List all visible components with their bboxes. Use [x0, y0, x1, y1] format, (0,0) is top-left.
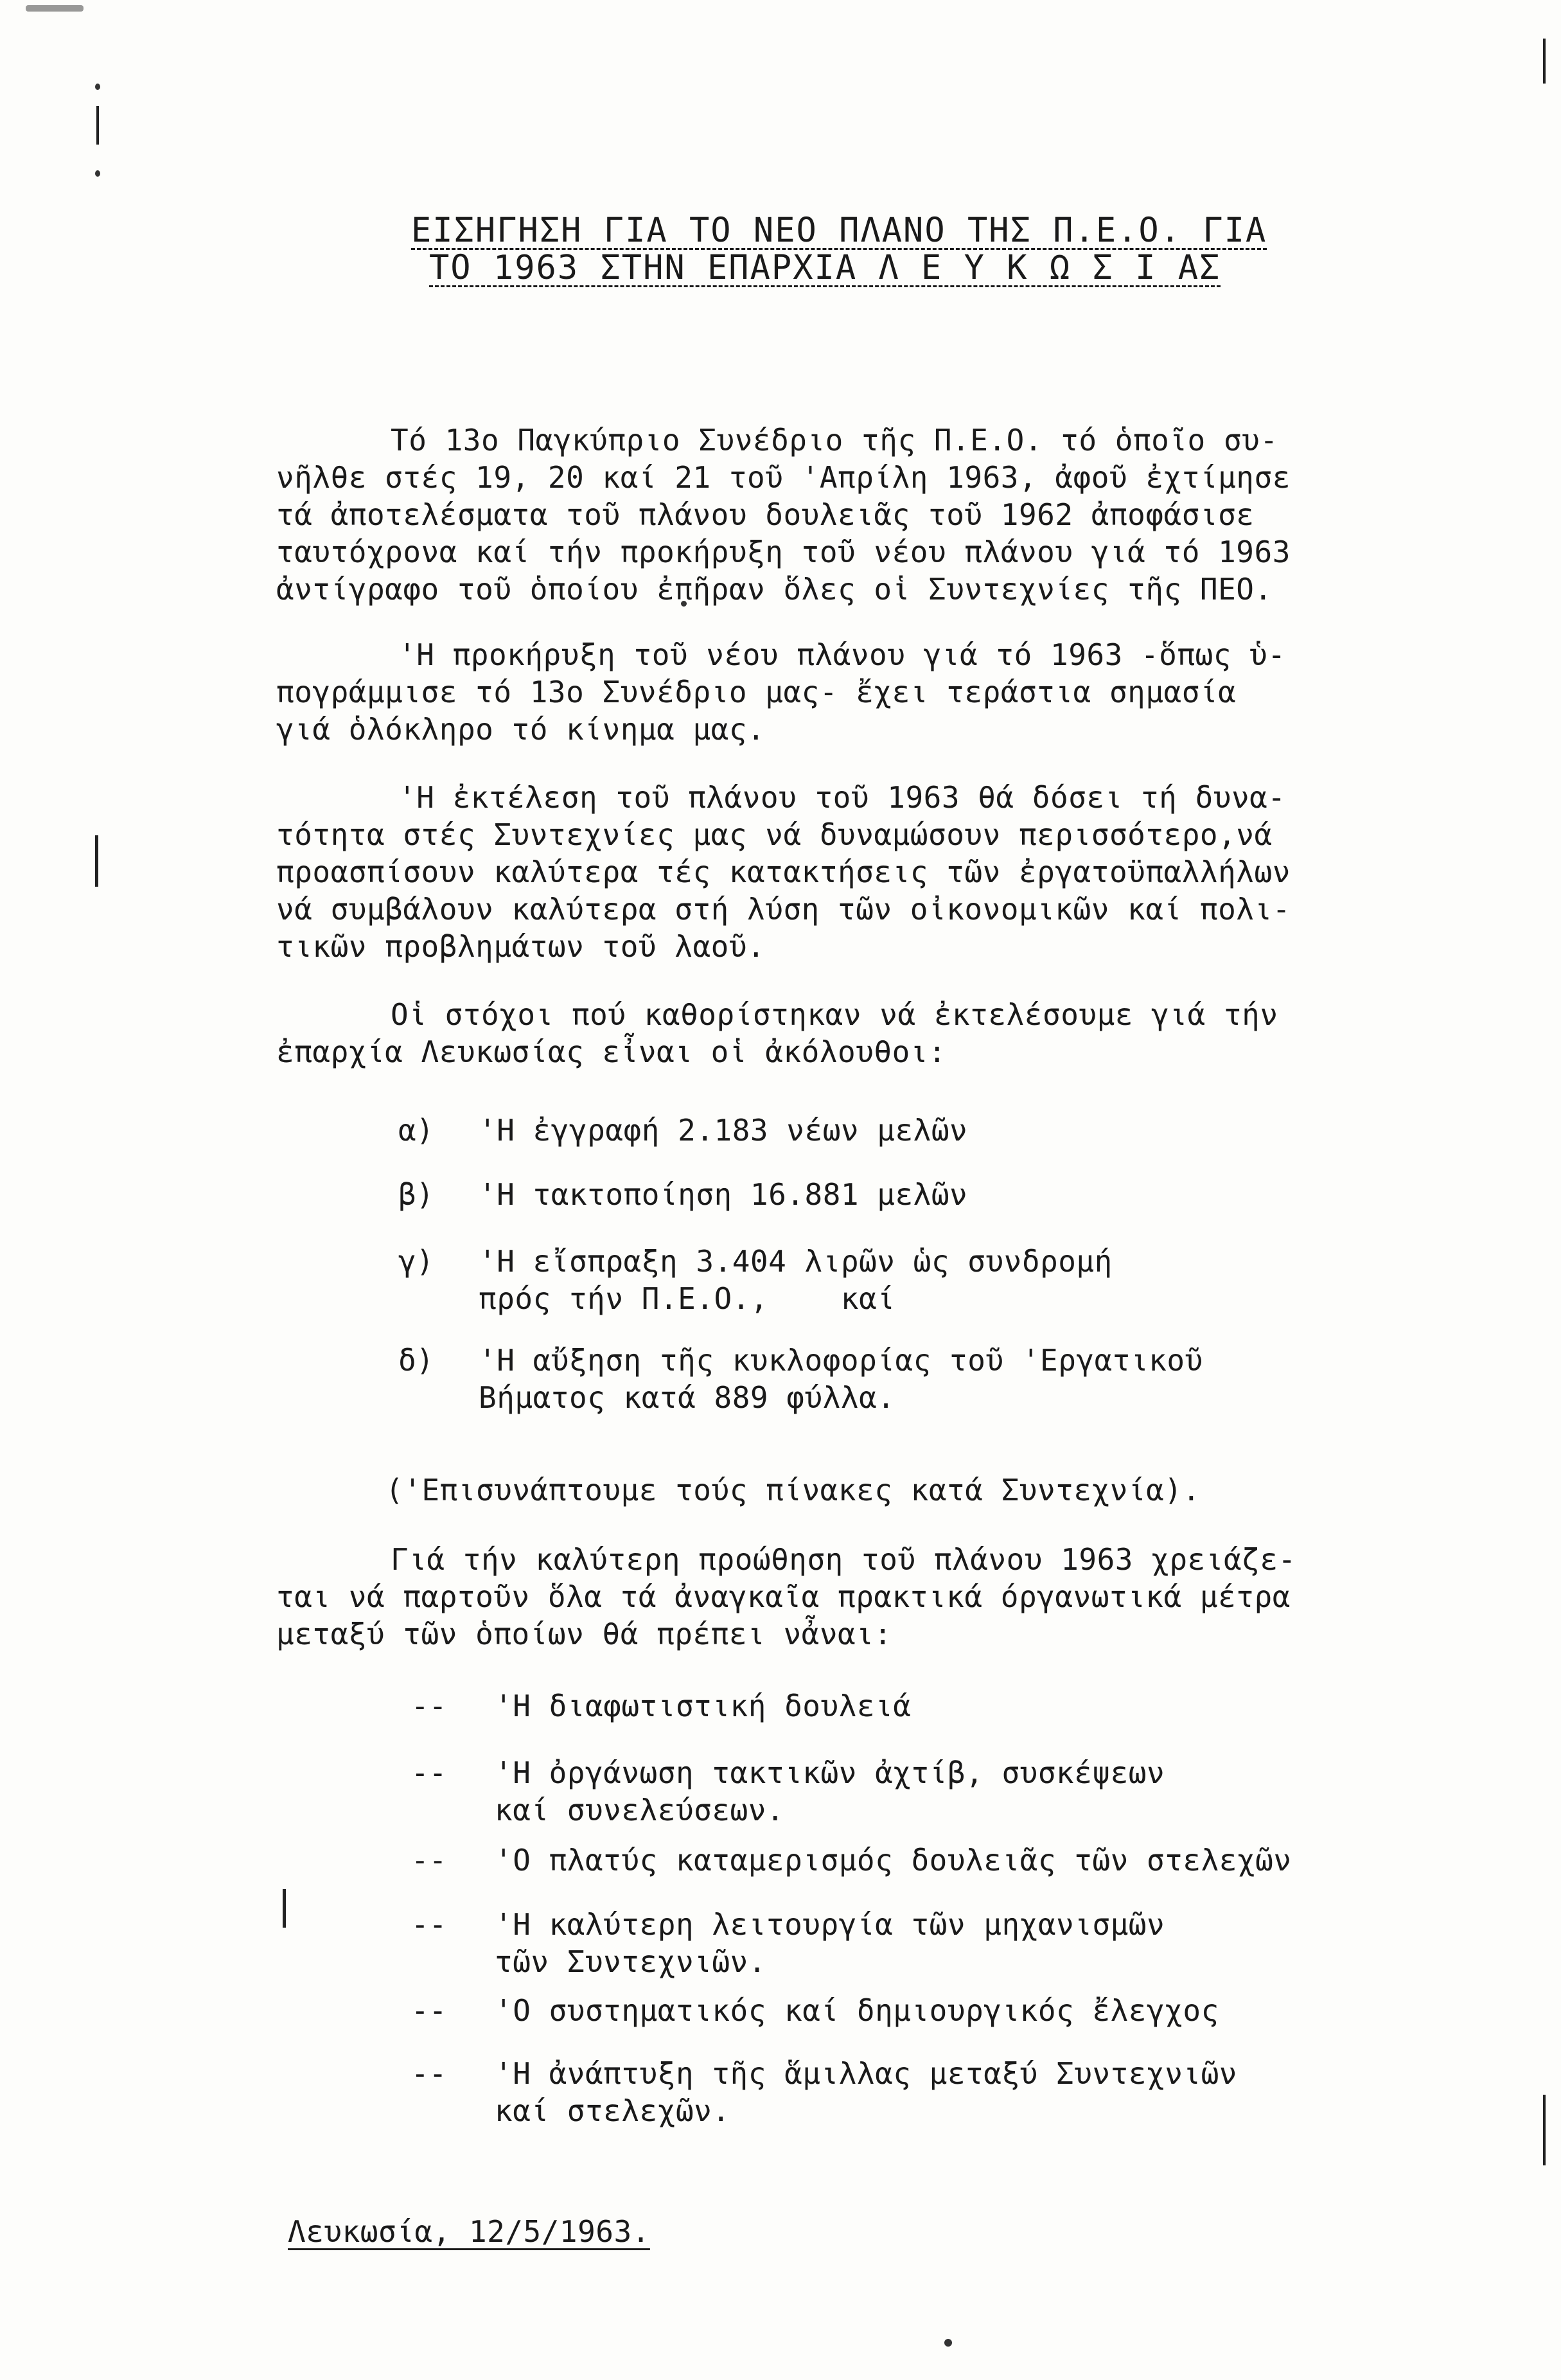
target-item-line: 'Η αὔξηση τῆς κυκλοφορίας τοῦ 'Εργατικοῦ: [479, 1343, 1203, 1378]
document-title-line-1: ΕΙΣΗΓΗΣΗ ΓΙΑ ΤΟ ΝΕΟ ΠΛΑΝΟ ΤΗΣ Π.Ε.Ο. ΓΙΑ: [411, 211, 1267, 250]
scan-speck: [95, 170, 100, 177]
measure-item-line: καί συνελεύσεων.: [495, 1793, 785, 1827]
signature-date: Λευκωσία, 12/5/1963.: [288, 2214, 650, 2249]
target-marker: δ): [398, 1343, 434, 1378]
paragraph-1-line: ἀντίγραφο τοῦ ὁποίου ἐπῆραν ὅλες οἱ Συντεχνίες τῆς ΠΕΟ.: [276, 572, 1273, 607]
measure-item-line: τῶν Συντεχνιῶν.: [495, 1944, 766, 1979]
paragraph-1-line: τά ἀποτελέσματα τοῦ πλάνου δουλειᾶς τοῦ 1962 ἀποφάσισε: [276, 497, 1255, 532]
target-item-line: Βήματος κατά 889 φύλλα.: [479, 1380, 895, 1415]
paragraph-1-line: Τό 13ο Παγκύπριο Συνέδριο τῆς Π.Ε.Ο. τό ὁποῖο συ-: [391, 423, 1278, 457]
target-marker: α): [398, 1113, 434, 1148]
scan-mark: [1543, 39, 1546, 84]
measure-item-line: 'Η ὀργάνωση τακτικῶν ἀχτίβ, συσκέψεων: [495, 1755, 1165, 1790]
paragraph-3-line: τικῶν προβλημάτων τοῦ λαοῦ.: [276, 929, 766, 964]
scan-mark: [1543, 2095, 1546, 2165]
measure-item-line: 'Η διαφωτιστική δουλειά: [495, 1689, 912, 1723]
attachment-note: ('Επισυνάπτουμε τούς πίνακες κατά Συντεχνία).: [385, 1473, 1201, 1507]
measure-dash: --: [411, 2056, 447, 2091]
paragraph-1-line: νῆλθε στές 19, 20 καί 21 τοῦ 'Απρίλη 1963, ἀφοῦ ἐχτίμησε: [276, 460, 1291, 495]
target-item-line: 'Η εἴσπραξη 3.404 λιρῶν ὡς συνδρομή: [479, 1244, 1113, 1279]
measure-dash: --: [411, 1907, 447, 1942]
measure-item-line: 'Ο συστηματικός καί δημιουργικός ἔλεγχος: [495, 1993, 1219, 2028]
paragraph-3-line: τότητα στές Συντεχνίες μας νά δυναμώσουν περισσότερο,νά: [276, 817, 1273, 852]
target-item-line: 'Η τακτοποίηση 16.881 μελῶν: [479, 1177, 968, 1212]
paragraph-4-line: ἐπαρχία Λευκωσίας εἶναι οἱ ἀκόλουθοι:: [276, 1035, 947, 1069]
paragraph-5-line: μεταξύ τῶν ὁποίων θά πρέπει νἆναι:: [276, 1617, 892, 1651]
measure-item-line: 'Η καλύτερη λειτουργία τῶν μηχανισμῶν: [495, 1907, 1165, 1942]
measure-dash: --: [411, 1755, 447, 1790]
measure-dash: --: [411, 1993, 447, 2028]
paragraph-3-line: νά συμβάλουν καλύτερα στή λύση τῶν οἰκονομικῶν καί πολι-: [276, 892, 1291, 927]
scan-mark: [96, 106, 99, 145]
scan-speck: [944, 2339, 952, 2347]
measure-item-line: καί στελεχῶν.: [495, 2093, 730, 2128]
measure-dash: --: [411, 1689, 447, 1723]
target-item-line: 'Η ἐγγραφή 2.183 νέων μελῶν: [479, 1113, 968, 1148]
paragraph-4-line: Οἱ στόχοι πού καθορίστηκαν νά ἐκτελέσουμε γιά τήν: [391, 997, 1278, 1032]
target-item-line: πρός τήν Π.Ε.Ο., καί: [479, 1281, 895, 1316]
paragraph-2-line: γιά ὁλόκληρο τό κίνημα μας.: [276, 712, 766, 747]
paragraph-2-line: 'Η προκήρυξη τοῦ νέου πλάνου γιά τό 1963 -ὅπως ὑ-: [398, 637, 1286, 672]
paragraph-5-line: ται νά παρτοῦν ὅλα τά ἀναγκαῖα πρακτικά όργανωτικά μέτρα: [276, 1579, 1291, 1614]
scan-mark: [95, 835, 98, 887]
document-title-line-2: ΤΟ 1963 ΣΤΗΝ ΕΠΑΡΧΙΑ Λ Ε Υ Κ Ω Σ Ι ΑΣ: [429, 249, 1221, 287]
scan-mark: [283, 1889, 286, 1928]
scan-speck: [26, 5, 84, 12]
paragraph-3-line: 'Η ἐκτέλεση τοῦ πλάνου τοῦ 1963 θά δόσει τή δυνα-: [398, 780, 1286, 815]
paragraph-1-line: ταυτόχρονα καί τήν προκήρυξη τοῦ νέου πλάνου γιά τό 1963: [276, 535, 1291, 569]
scan-speck: [95, 84, 100, 90]
paragraph-3-line: προασπίσουν καλύτερα τές κατακτήσεις τῶν ἐργατοϋπαλλήλων: [276, 855, 1291, 889]
target-marker: γ): [398, 1244, 434, 1279]
paragraph-2-line: πογράμμισε τό 13ο Συνέδριο μας- ἔχει τεράστια σημασία: [276, 675, 1237, 709]
measure-item-line: 'Η ἀνάπτυξη τῆς ἅμιλλας μεταξύ Συντεχνιῶν: [495, 2056, 1237, 2091]
paragraph-5-line: Γιά τήν καλύτερη προώθηση τοῦ πλάνου 1963 χρειάζε-: [391, 1542, 1296, 1577]
measure-dash: --: [411, 1843, 447, 1878]
target-marker: β): [398, 1177, 434, 1212]
measure-item-line: 'Ο πλατύς καταμερισμός δουλειᾶς τῶν στελεχῶν: [495, 1843, 1292, 1878]
